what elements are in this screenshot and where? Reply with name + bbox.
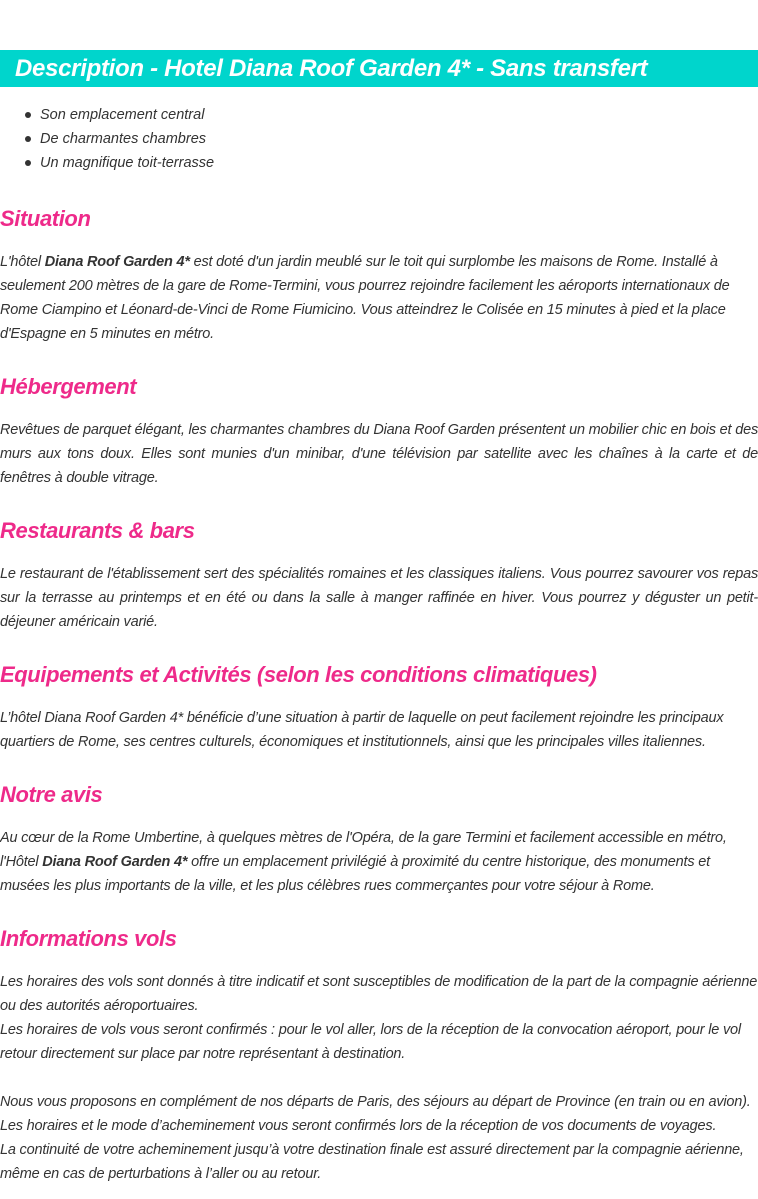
section-heading: Situation (0, 206, 91, 231)
section-heading: Hébergement (0, 374, 137, 399)
list-item (0, 103, 758, 127)
section-text: Revêtues de parquet élégant, les charmantes chambres du Diana Roof Garden présentent un mobilier chic en bois et des murs aux tons doux. Elles sont munies d'un minibar, d'une télévision par satellite avec les chaînes à la carte et de fenêtres à double vitrage. (0, 422, 758, 486)
section-text: L’hôtel Diana Roof Garden 4* bénéficie d’une situation à partir de laquelle on peut facilement rejoindre les principaux quartiers de Rome, ses centres culturels, économiques et institutionnels, ainsi que les principales villes italiennes. (0, 710, 724, 750)
section-heading: Informations vols (0, 926, 177, 951)
hotel-name: Diana Roof Garden 4* (44, 254, 190, 270)
text-line: Les horaires de vols vous seront confirmés : pour le vol aller, lors de la réception de la convocation aéroport, pour le vol retour directement sur place par notre représentant à destination. (0, 1022, 741, 1062)
highlights-list (0, 103, 758, 175)
bullet-icon (25, 136, 31, 142)
text-line: Les horaires et le mode d’acheminement vous seront confirmés lors de la réception de vos documents de voyages. (0, 1118, 717, 1134)
section-heading: Notre avis (0, 782, 103, 807)
section-hebergement (0, 371, 758, 490)
page-title: Description - Hotel Diana Roof Garden 4* - Sans transfert (15, 55, 648, 82)
bullet-icon (25, 112, 31, 118)
section-equipements (0, 659, 758, 754)
highlight-text: Son emplacement central (40, 107, 205, 123)
bullet-icon (25, 160, 31, 166)
list-item (0, 151, 758, 175)
section-situation (0, 203, 758, 346)
section-heading: Restaurants & bars (0, 518, 195, 543)
text-run: offre un emplacement privilégié à proximité du centre historique, des monuments et musées les plus importants de la ville, et les plus célèbres rues commerçantes pour votre séjour à Rome. (0, 854, 710, 894)
hotel-name: Diana Roof Garden 4* (42, 854, 188, 870)
section-restaurants (0, 515, 758, 634)
text-run: est doté d'un jardin meublé sur le toit qui surplombe les maisons de Rome. Installé à seulement 200 mètres de la gare de Rome-Termini, vous pourrez rejoindre facilement les aéroports internationaux de Rome Ciampino et Léonard-de-Vinci de Rome Fiumicino. Vous atteindrez le Colisée en 15 minutes à pied et la place d'Espagne en 5 minutes en métro. (0, 254, 730, 342)
section-avis (0, 779, 758, 898)
section-text (0, 970, 758, 1066)
section-text: Le restaurant de l'établissement sert des spécialités romaines et les classiques italiens. Vous pourrez savourer vos repas sur la terrasse au printemps et en été ou dans la salle à manger raffinée en hiver. Vous pourrez y déguster un petit-déjeuner américain varié. (0, 566, 758, 630)
text-line: La continuité de votre acheminement jusqu’à votre destination finale est assuré directement par la compagnie aérienne, même en cas de perturbations à l’aller ou au retour. (0, 1142, 744, 1182)
section-text (0, 250, 758, 346)
section-text (0, 826, 758, 898)
title-bar (0, 50, 758, 87)
text-run: Au cœur de la Rome Umbertine, à quelques mètres de l'Opéra, de la gare Termini et facilement accessible en métro, l'Hôtel (0, 830, 727, 870)
list-item (0, 127, 758, 151)
highlight-text: De charmantes chambres (40, 131, 207, 147)
section-heading: Equipements et Activités (selon les conditions climatiques) (0, 662, 597, 687)
highlight-text: Un magnifique toit-terrasse (40, 155, 215, 171)
section-vols (0, 923, 758, 1186)
section-text (0, 1090, 758, 1186)
text-line: Nous vous proposons en complément de nos départs de Paris, des séjours au départ de Province (en train ou en avion). (0, 1094, 751, 1110)
text-line: Les horaires des vols sont donnés à titre indicatif et sont susceptibles de modification de la part de la compagnie aérienne ou des autorités aéroportuaires. (0, 974, 758, 1014)
text-run: L'hôtel (0, 254, 45, 270)
